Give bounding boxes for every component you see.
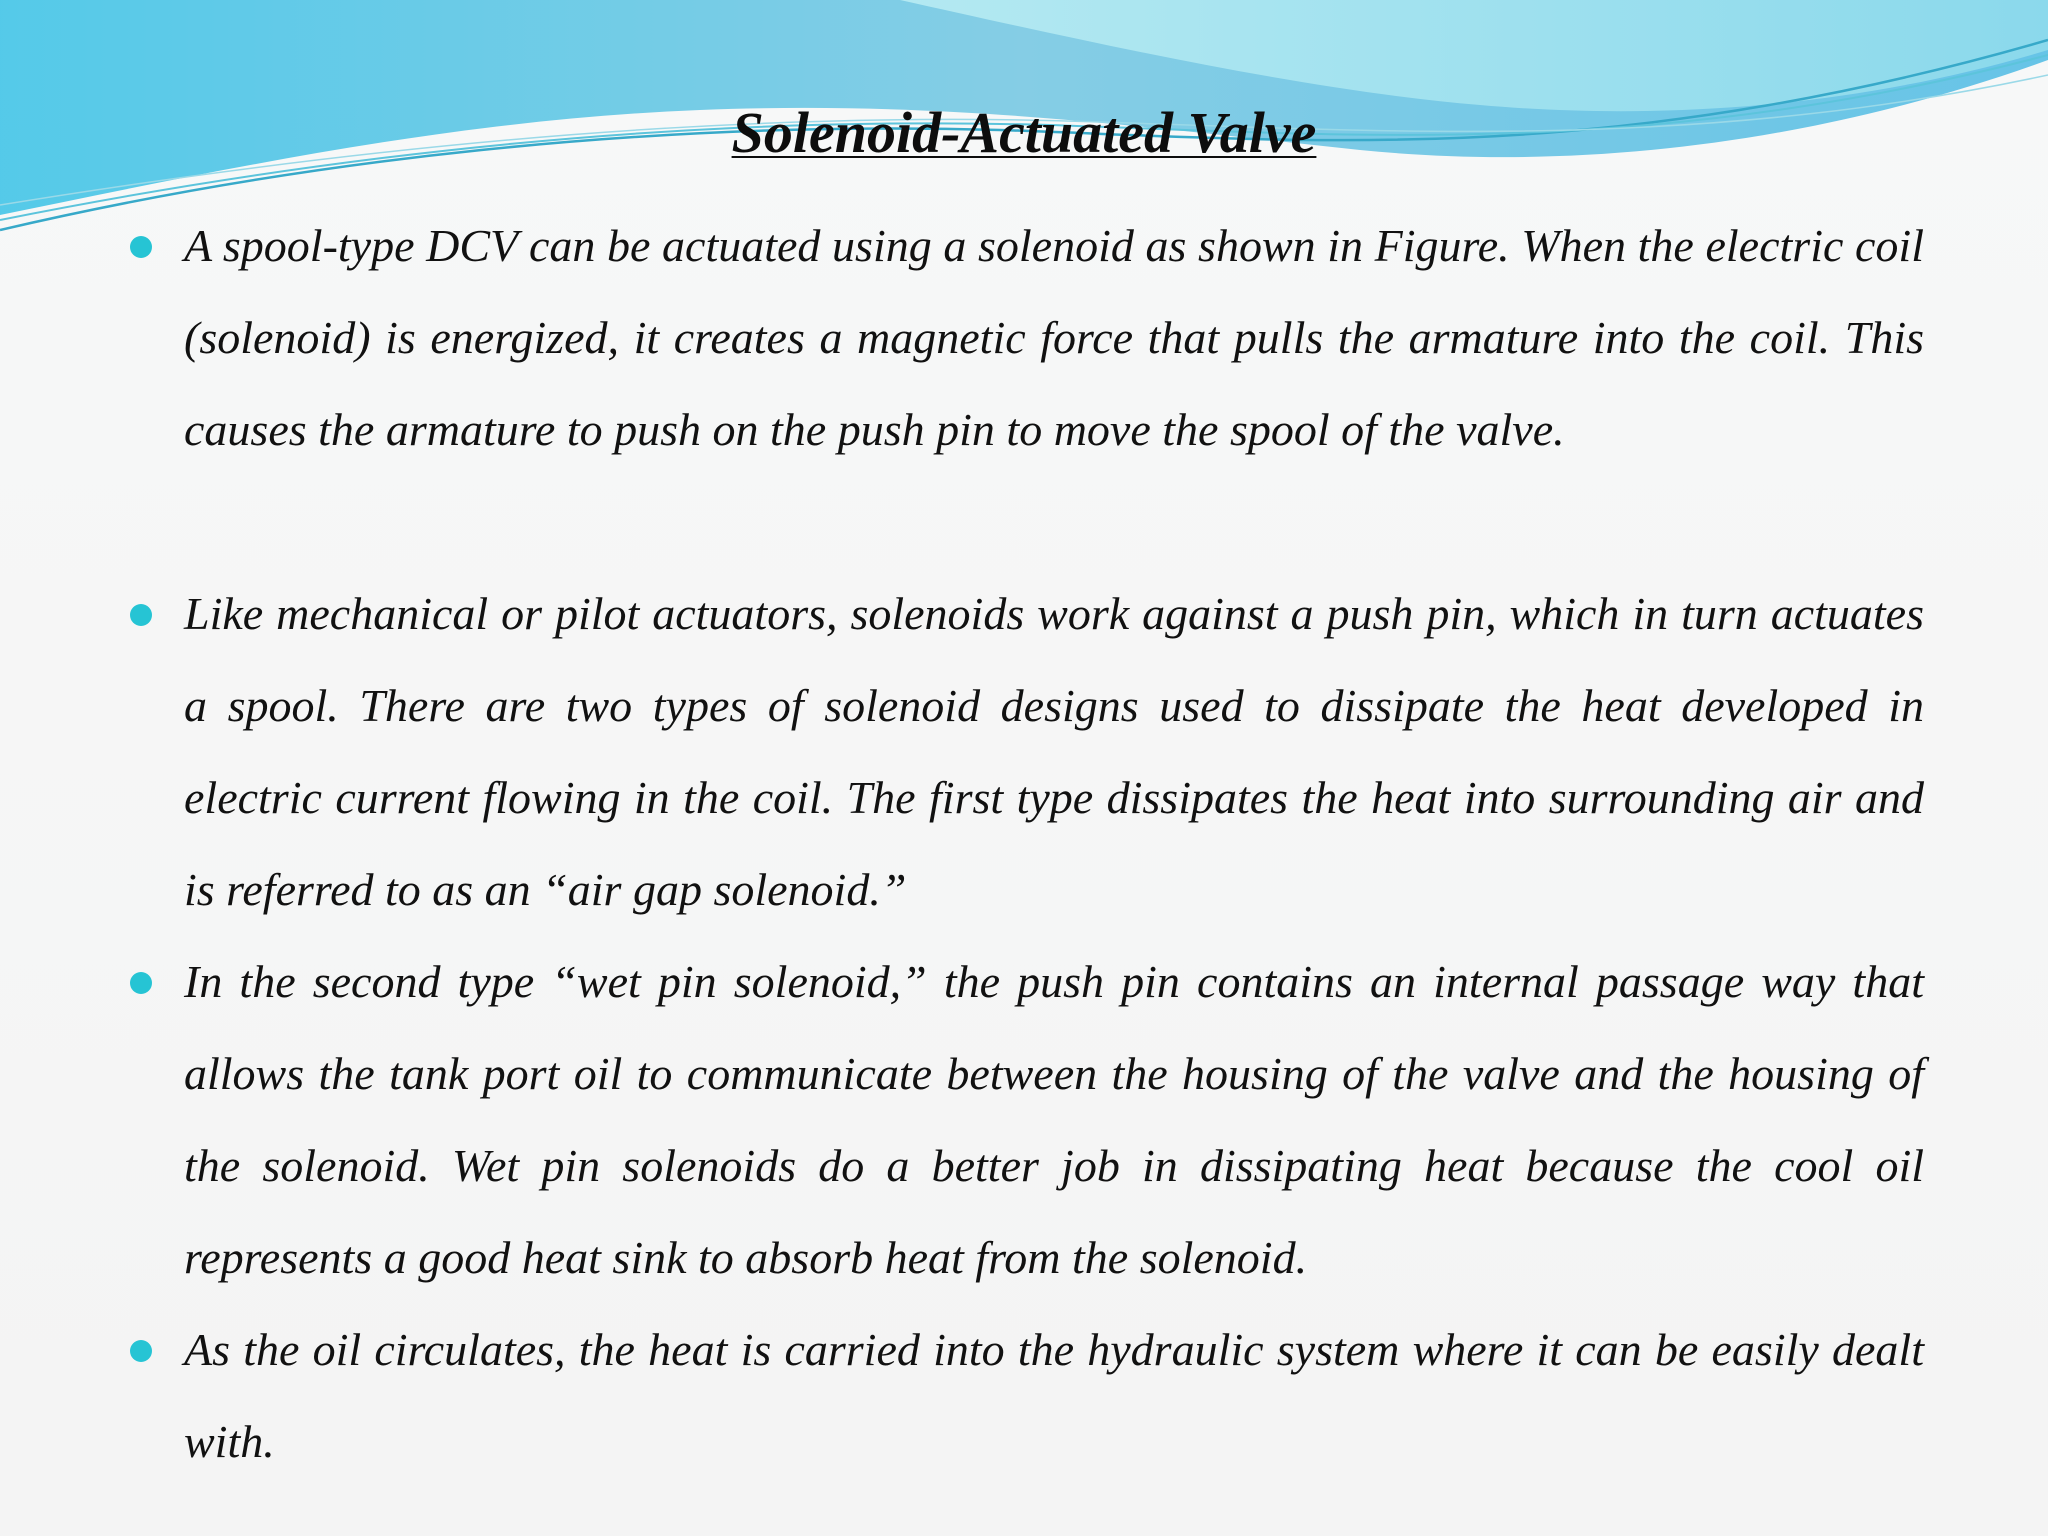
bullet-text: A spool-type DCV can be actuated using a solenoid as shown in Figure. When the electric coil (solenoid) is energized, it creates a magnetic force that pulls the armature into the coil. This causes the armature to push on the push pin to move the spool of the valve.: [184, 220, 1924, 455]
bullet-dot-icon: [130, 236, 152, 258]
bullet-text: As the oil circulates, the heat is carried into the hydraulic system where it can be easily dealt with.: [184, 1324, 1924, 1467]
bullet-item: [184, 936, 1924, 1304]
bullet-text: In the second type “wet pin solenoid,” the push pin contains an internal passage way that allows the tank port oil to communicate between the housing of the valve and the housing of the solenoid. Wet pin solenoids do a better job in dissipating heat because the cool oil represents a good heat sink to absorb heat from the solenoid.: [184, 956, 1924, 1283]
slide-title: Solenoid-Actuated Valve: [731, 100, 1317, 165]
bullet-item: [184, 200, 1924, 476]
bullet-item: [184, 1304, 1924, 1488]
bullet-dot-icon: [130, 972, 152, 994]
bullet-text: Like mechanical or pilot actuators, solenoids work against a push pin, which in turn actuates a spool. There are two types of solenoid designs used to dissipate the heat developed in electric current flowing in the coil. The first type dissipates the heat into surrounding air and is referred to as an “air gap solenoid.”: [184, 588, 1924, 915]
bullet-dot-icon: [130, 604, 152, 626]
bullet-dot-icon: [130, 1340, 152, 1362]
bullet-item: [184, 568, 1924, 936]
